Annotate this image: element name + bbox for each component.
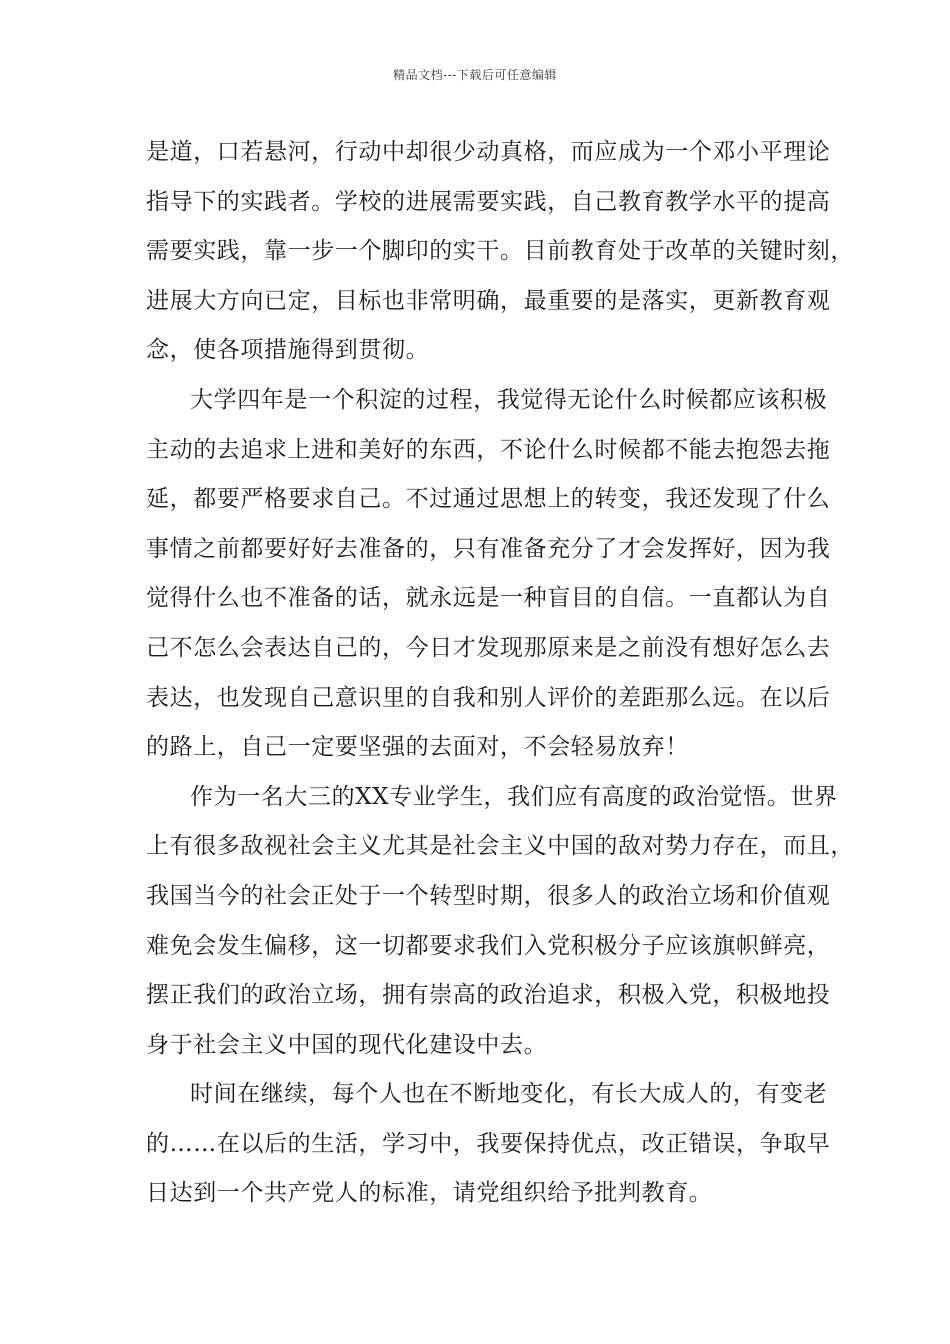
text-line: 时间在继续，每个人也在不断地变化，有长大成人的，有变老 — [190, 1081, 828, 1108]
text-line: 己不怎么会表达自己的，今日才发现那原来是之前没有想好怎么去 — [146, 634, 831, 661]
document-body — [146, 128, 854, 1219]
paragraph — [146, 1070, 831, 1219]
text-line: 身于社会主义中国的现代化建设中去。 — [146, 1031, 548, 1058]
text-line: 的路上，自己一定要坚强的去面对，不会轻易放弃！ — [146, 734, 689, 761]
text-line: 事情之前都要好好去准备的，只有准备充分了才会发挥好，因为我 — [146, 535, 831, 562]
page-header: 精品文档---下载后可任意编辑 — [393, 68, 557, 82]
text-line: 表达，也发现自己意识里的自我和别人评价的差距那么远。在以后 — [146, 684, 831, 711]
text-line: 觉得什么也不准备的话，就永远是一种盲目的自信。一直都认为自 — [146, 585, 831, 612]
text-line: 延，都要严格要求自己。不过通过思想上的转变，我还发现了什么 — [146, 486, 831, 513]
text-line: 难免会发生偏移，这一切都要求我们入党积极分子应该旗帜鲜亮， — [146, 932, 831, 959]
paragraph — [146, 128, 854, 376]
paragraph — [146, 773, 854, 1071]
text-line: 需要实践，靠一步一个脚印的实干。目前教育处于改革的关键时刻， — [146, 238, 854, 265]
text-line: 摆正我们的政治立场，拥有崇高的政治追求，积极入党，积极地投 — [146, 982, 831, 1009]
text-line: 指导下的实践者。学校的进展需要实践，自己教育教学水平的提高 — [146, 188, 831, 215]
text-line: 主动的去追求上进和美好的东西，不论什么时候都不能去抱怨去拖 — [146, 436, 831, 463]
text-line: 的……在以后的生活，学习中，我要保持优点，改正错误，争取早 — [146, 1130, 831, 1157]
text-line: 进展大方向已定，目标也非常明确，最重要的是落实，更新教育观 — [146, 287, 831, 314]
text-line: 作为一名大三的XX专业学生，我们应有高度的政治觉悟。世界 — [190, 783, 838, 810]
paragraph — [146, 376, 831, 773]
text-line: 日达到一个共产党人的标准，请党组织给予批判教育。 — [146, 1180, 713, 1207]
text-line: 大学四年是一个积淀的过程，我觉得无论什么时候都应该积极 — [190, 386, 828, 413]
text-line: 是道，口若悬河，行动中却很少动真格，而应成为一个邓小平理论 — [146, 139, 831, 165]
text-line: 我国当今的社会正处于一个转型时期，很多人的政治立场和价值观 — [146, 882, 831, 909]
text-line: 上有很多敌视社会主义尤其是社会主义中国的敌对势力存在，而且， — [146, 833, 854, 860]
text-line: 念，使各项措施得到贯彻。 — [146, 337, 430, 364]
